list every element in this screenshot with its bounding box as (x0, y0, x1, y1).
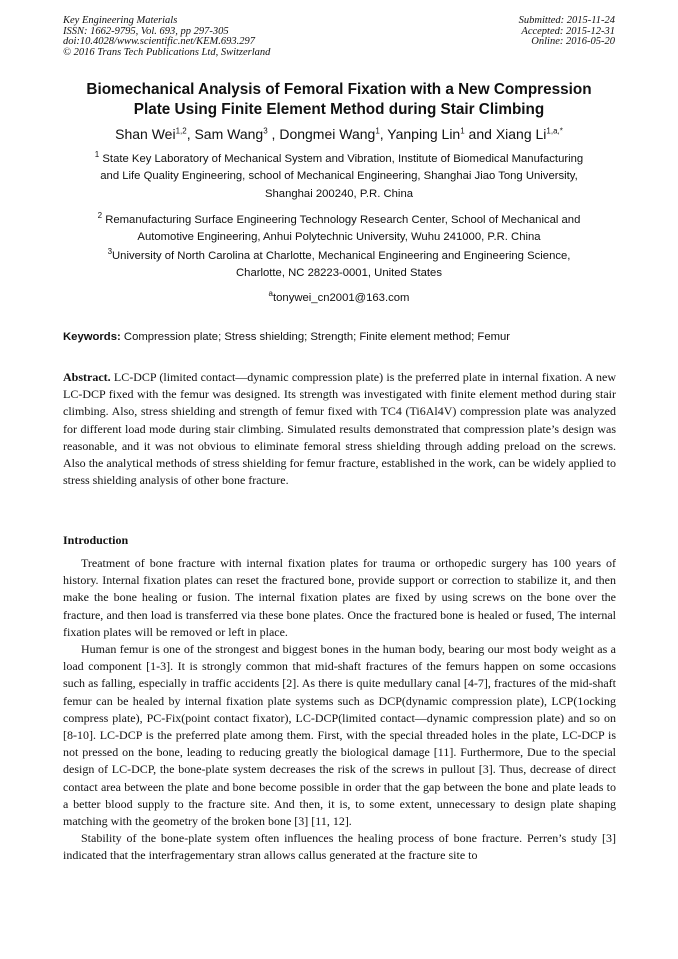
affiliation-line: Automotive Engineering, Anhui Polytechnic University, Wuhu 241000, P.R. China (137, 231, 541, 244)
author-sup: 1,2 (175, 126, 187, 136)
corresponding-email (60, 290, 618, 307)
author-name: Shan Wei (115, 126, 176, 142)
author-sep: and (464, 126, 496, 142)
affiliation-sup: 1 (94, 150, 100, 160)
paragraph: Treatment of bone fracture with internal fixation plates for trauma or orthopedic surgery has 100 years of history. Internal fixation plates can reset the fractured bone, provide support or correction to stabilize it, and then make the bone healing or fusion. The internal fixation plates are fixed by using screws on the bone over the fracture, and then load is transferred via these bone plates. Once the fractured bone is healed or fused, The internal fixation plates will be removed or left in place. (63, 556, 616, 639)
affiliation-sup: 3 (107, 247, 113, 257)
author-sup: 1,a,* (546, 126, 563, 136)
author-sep: , (267, 126, 280, 142)
submitted-date: Submitted: 2015-11-24 (518, 15, 615, 26)
affiliation-2 (60, 212, 618, 247)
author-sep: , (379, 126, 388, 142)
keywords-text: Compression plate; Stress shielding; Strength; Finite element method; Femur (123, 331, 511, 343)
affiliation-1 (60, 151, 618, 203)
author-sup: 3 (263, 126, 268, 136)
author-name: Sam Wang (194, 126, 264, 142)
abstract (63, 369, 616, 489)
copyright: © 2016 Trans Tech Publications Ltd, Switzerland (63, 46, 271, 58)
author-sep: , (186, 126, 195, 142)
affiliation-line: State Key Laboratory of Mechanical System and Vibration, Institute of Biomedical Manufacturing (102, 153, 584, 165)
author-sup: 1 (375, 126, 380, 136)
online-date: Online: 2016-05-20 (531, 36, 615, 48)
author-name: Dongmei Wang (279, 126, 376, 142)
paragraph: Human femur is one of the strongest and biggest bones in the human body, bearing our most body weight as a load component [1-3]. It is strongly common that mid-shaft fractures of the femurs happen on some occasions such as falling, especially in traffic accidents [2]. As there is quite medullary canal [4-7], fractures of the mid-shaft femur can be healed by internal fixation plate systems such as DCP(dynamic compression plate), LCP(1ocking compress plate), PC-Fix(point contact fixator), LC-DCP(limited contact—dynamic compression plate) and so on [8-10]. LC-DCP is the preferred plate among them. First, with the special threaded holes in the plate, LC-DCP is not pressed on the bone, leading to reducing greatly the biological damage [11]. Furthermore, Due to the special design of LC-DCP, the bone-plate system decreases the risk of the screws in pullout [3]. Thus, decrease of direct contact area between the plate and bone become possible in order that the gap between the bone and plate leads to a better blood supply to the fracture site. And then, it is, to some extent, unnecessary to design plate shaping matching with the geometry of the broken bone [3] [11, 12]. (63, 642, 616, 829)
affiliation-line: Charlotte, NC 28223-0001, United States (236, 267, 442, 280)
title-line: Plate Using Finite Element Method during Stair Climbing (133, 101, 545, 118)
introduction-body (63, 555, 616, 865)
accepted-date: Accepted: 2015-12-31 (521, 25, 615, 37)
affiliation-line: Shanghai 200240, P.R. China (264, 187, 414, 200)
affiliation-sup: 2 (97, 211, 103, 221)
dates-header (519, 16, 615, 48)
doi-link[interactable]: doi:10.4028/www.scientific.net/KEM.693.297 (63, 36, 255, 48)
keywords (63, 329, 510, 346)
abstract-text: LC-DCP (limited contact—dynamic compression plate) is the preferred plate in internal fixation. A new LC-DCP fixed with the femur was designed. Its strength was investigated with finite element method during stair climbing. Also, stress shielding and strength of femur fixed with TC4 (Ti6Al4V) compression plate was analyzed for different load mode during stair climbing. Simulated results demonstrated that compression plate’s design was reasonable, and it was not obvious to eliminate femoral stress shielding through adding preload on the screws. Also the analytical methods of stress shielding for femur fracture, established in the work, can be widely applied to stress shielding analysis of other bone fracture. (63, 370, 617, 488)
abstract-label: Abstract. (63, 370, 111, 384)
title-line: Biomechanical Analysis of Femoral Fixation with a New Compression (86, 81, 592, 98)
section-heading-introduction: Introduction (63, 533, 129, 547)
journal-name: Key Engineering Materials (63, 15, 178, 26)
keywords-label: Keywords: (63, 331, 121, 343)
affiliation-line: and Life Quality Engineering, school of Mechanical Engineering, Shanghai Jiao Tong University, (100, 170, 578, 183)
author-sup: 1 (460, 126, 465, 136)
journal-info-header (63, 16, 270, 58)
email-sup: a (268, 289, 273, 299)
paragraph: Stability of the bone-plate system often influences the healing process of bone fracture. Perren’s study [3] indicated that the interfragementary stran allows callus generated at the fracture site to (63, 831, 616, 863)
issn-volume: ISSN: 1662-9795, Vol. 693, pp 297-305 (63, 25, 229, 37)
paper-title (40, 80, 638, 120)
email-address[interactable]: tonywei_cn2001@163.com (273, 292, 410, 304)
affiliation-line: Remanufacturing Surface Engineering Technology Research Center, School of Mechanical and (105, 214, 581, 226)
author-name: Xiang Li (495, 126, 547, 142)
affiliation-3 (60, 248, 618, 283)
affiliation-line: University of North Carolina at Charlotte, Mechanical Engineering and Engineering Science, (112, 250, 571, 262)
author-name: Yanping Lin (387, 126, 461, 142)
author-list (40, 125, 638, 143)
